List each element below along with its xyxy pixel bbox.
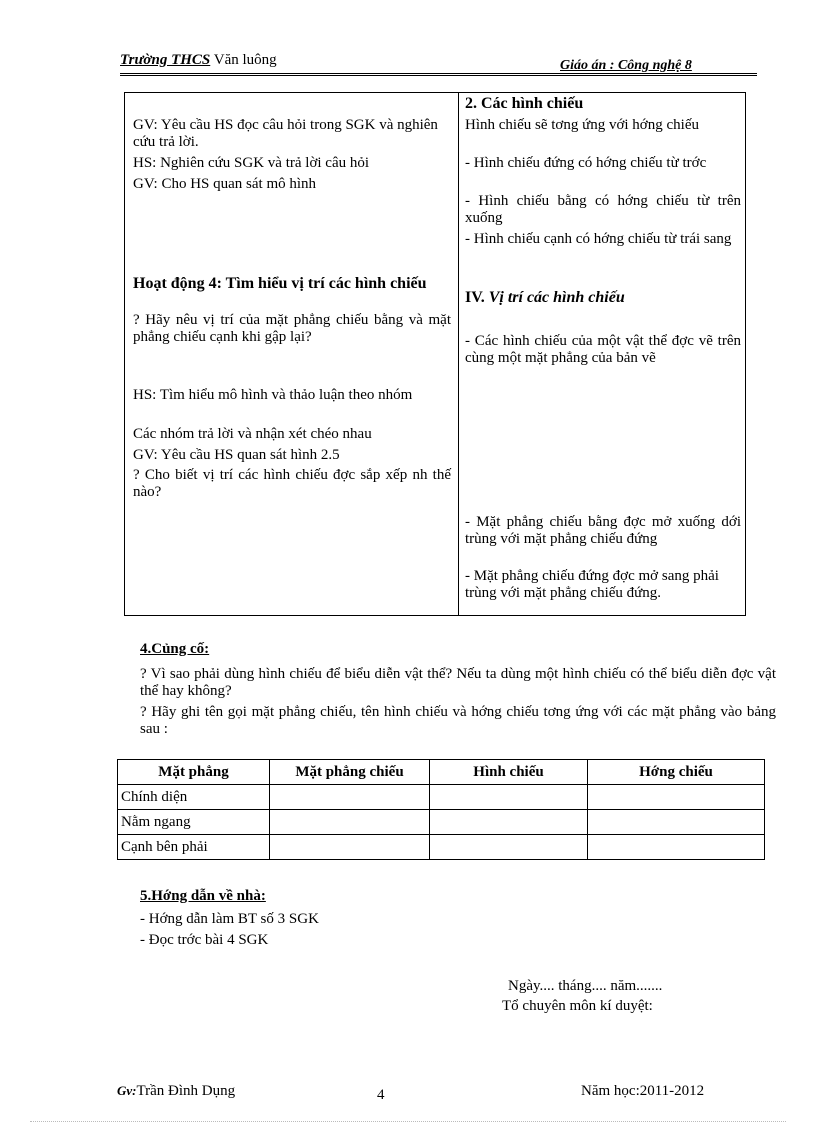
table-header: Mặt phẳng chiếu [270, 760, 430, 785]
right-note: - Mặt phẳng chiếu đứng đợc mở sang phải trùng với mặt phẳng chiếu đứng. [465, 568, 719, 601]
activity-4-title: Hoạt động 4: Tìm hiểu vị trí các hình chiếu [133, 275, 427, 292]
table-cell [588, 810, 765, 835]
homework-item: - Hớng dẫn làm BT số 3 SGK [140, 911, 319, 927]
table-header: Hình chiếu [430, 760, 588, 785]
header-divider [120, 73, 757, 76]
school-name: Văn luông [213, 52, 277, 68]
right-note: - Mặt phẳng chiếu bằng đợc mở xuống dới trùng với mặt phẳng chiếu đứng [465, 514, 741, 547]
left-line: GV: Yêu cầu HS quan sát hình 2.5 [133, 447, 340, 463]
table-cell [430, 810, 588, 835]
page-header-subject: Giáo án : Công nghệ 8 [560, 58, 692, 73]
lesson-table [124, 92, 746, 616]
table-cell [270, 785, 430, 810]
projection-table [117, 759, 765, 860]
left-question-2: ? Cho biết vị trí các hình chiếu đợc sắp xếp nh thế nào? [133, 467, 451, 500]
right-line: Hình chiếu sẽ tơng ứng với hớng chiếu [465, 117, 699, 133]
right-line: - Hình chiếu đứng có hớng chiếu từ trớc [465, 155, 707, 171]
consolidation-question-2: ? Hãy ghi tên gọi mặt phẳng chiếu, tên hình chiếu và hớng chiếu tơng ứng với các mặt phẳng vào bảng sau : [140, 704, 776, 737]
approval-date: Ngày.... tháng.... năm....... [508, 978, 663, 994]
table-header: Mặt phẳng [118, 760, 270, 785]
footer-teacher [117, 1083, 235, 1100]
left-line: Các nhóm trả lời và nhận xét chéo nhau [133, 426, 372, 442]
section-4-heading [465, 289, 741, 306]
footer-divider [30, 1121, 786, 1122]
table-header: Hớng chiếu [588, 760, 765, 785]
table-cell [588, 835, 765, 860]
left-question-1: ? Hãy nêu vị trí của mặt phẳng chiếu bằng và mặt phẳng chiếu cạnh khi gập lại? [133, 312, 451, 345]
table-row [118, 785, 765, 810]
column-divider [458, 93, 459, 615]
table-row [118, 835, 765, 860]
section-4-item: - Các hình chiếu của một vật thể đợc vẽ trên cùng một mặt phẳng của bản vẽ [465, 333, 741, 366]
table-cell [430, 785, 588, 810]
section-4-title: Vị trí các hình chiếu [488, 289, 625, 306]
table-cell: Cạnh bên phải [118, 835, 270, 860]
right-line: - Hình chiếu bằng có hớng chiếu từ trên xuống [465, 193, 741, 226]
homework-item: - Đọc trớc bài 4 SGK [140, 932, 269, 948]
table-row [118, 810, 765, 835]
left-line: GV: Cho HS quan sát mô hình [133, 176, 317, 192]
teacher-label: Gv: [117, 1083, 137, 1098]
consolidation-title: 4.Củng cố: [140, 641, 210, 657]
section-4-number: IV. [465, 289, 485, 306]
teacher-name: Trần Đình Dụng [136, 1083, 236, 1099]
left-line: HS: Nghiên cứu SGK và trả lời câu hỏi [133, 155, 370, 171]
table-cell [270, 835, 430, 860]
left-block-1 [133, 117, 451, 193]
table-cell [430, 835, 588, 860]
right-line: - Hình chiếu cạnh có hớng chiếu từ trái sang [465, 231, 732, 247]
school-prefix: Trường THCS [120, 52, 211, 68]
consolidation-question-1: ? Vì sao phải dùng hình chiếu để biểu diễn vật thể? Nếu ta dùng một hình chiếu có thể biểu diễn đợc vật thể hay không? [140, 666, 776, 699]
left-line: HS: Tìm hiểu mô hình và thảo luận theo nhóm [133, 387, 413, 403]
table-cell: Chính diện [118, 785, 270, 810]
left-line: GV: Yêu cầu HS đọc câu hỏi trong SGK và nghiên cứu trả lời. [133, 117, 438, 150]
page-number: 4 [377, 1087, 385, 1103]
table-cell: Nằm ngang [118, 810, 270, 835]
table-cell [588, 785, 765, 810]
table-cell [270, 810, 430, 835]
section-2-title: 2. Các hình chiếu [465, 95, 584, 112]
school-year: Năm học:2011-2012 [581, 1083, 705, 1099]
approval-label: Tổ chuyên môn kí duyệt: [502, 998, 653, 1014]
homework-title: 5.Hớng dẫn về nhà: [140, 888, 266, 904]
page-header-school [120, 52, 277, 69]
table-header-row [118, 760, 765, 785]
